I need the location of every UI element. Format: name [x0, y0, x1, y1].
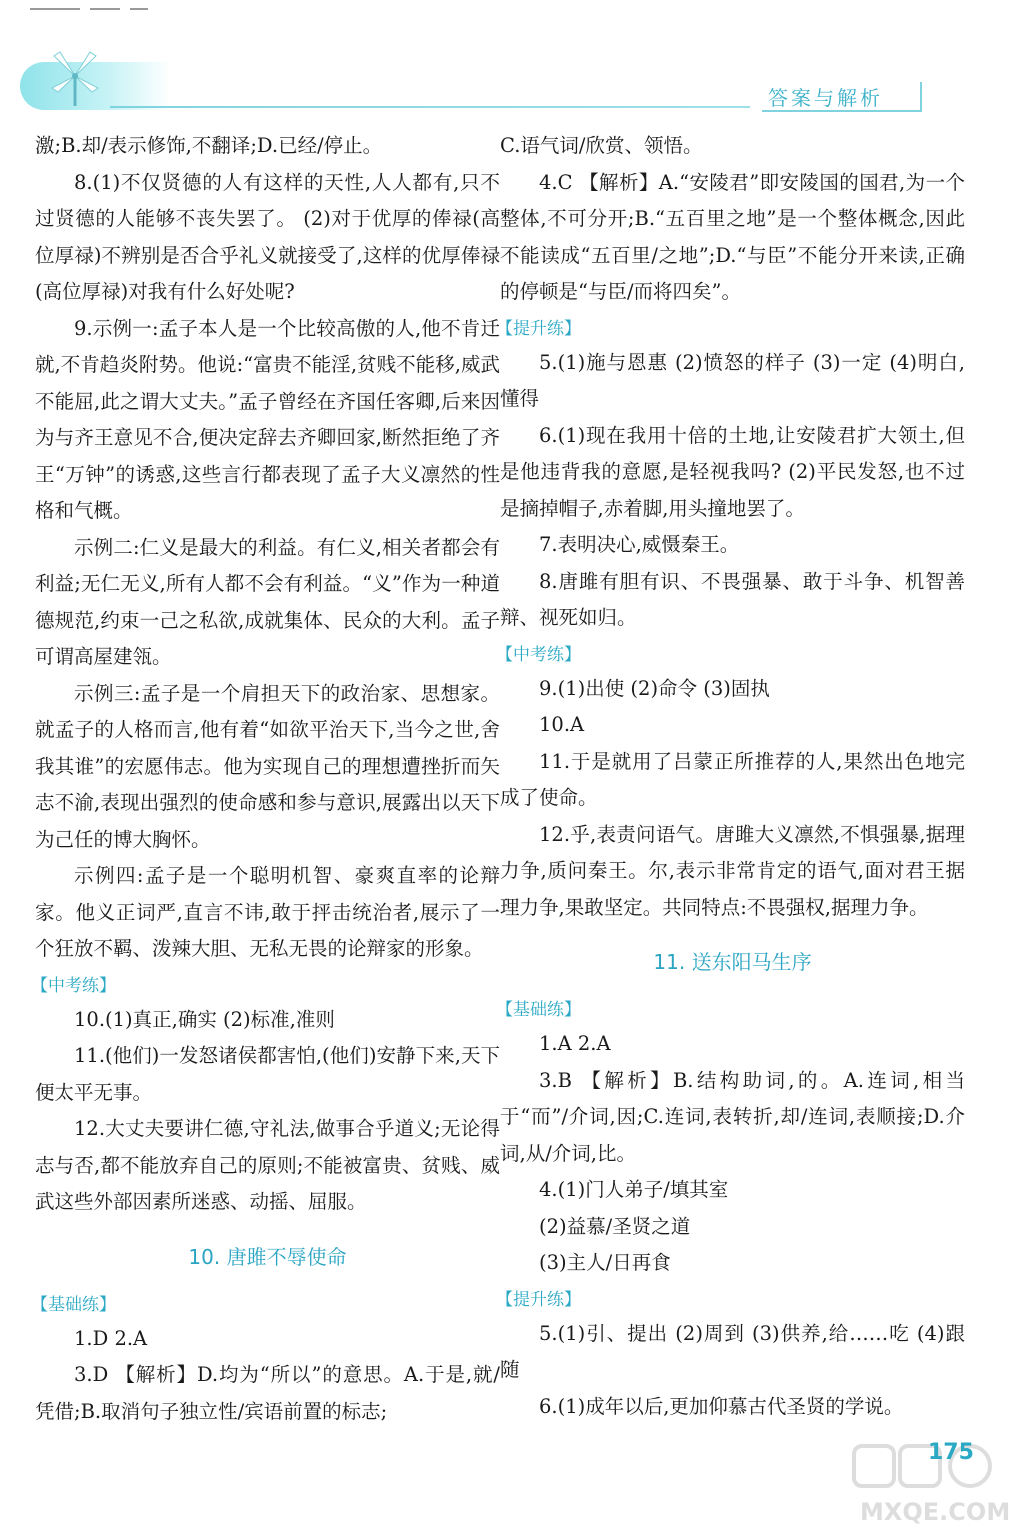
header-title: 答案与解析 — [762, 82, 922, 112]
paragraph: 7.表明决心,威慑秦王。 — [539, 533, 740, 556]
paragraph: 12.大丈夫要讲仁德,守礼法,做事合乎道义;无论得志与否,都不能放弃自己的原则;不能被富贵、贫贱、威武这些外部因素所迷惑、动摇、屈服。 — [35, 1117, 500, 1213]
paragraph: 9.示例一:孟子本人是一个比较高傲的人,他不肯迁就,不肯趋炎附势。他说:“富贵不能淫,贫贱不能移,威武不能屈,此之谓大丈夫。”孟子曾经在齐国任客卿,后来因为与齐王意见不合,便决定辞去齐卿回家,断然拒绝了齐王“万钟”的诱惑,这些言行都表现了孟子大义凛然的性格和气概。 — [35, 316, 500, 522]
paragraph: 8.(1)不仅贤德的人有这样的天性,人人都有,只不过贤德的人能够不丧失罢了。 (2)对于优厚的俸禄(高位厚禄)不辨别是否合乎礼义就接受了,这样的优厚俸禄(高位厚禄)对我有什么好处呢? — [35, 170, 500, 303]
paragraph: 示例三:孟子是一个肩担天下的政治家、思想家。就孟子的人格而言,他有着“如欲平治天下,当今之世,舍我其谁”的宏愿伟志。他为实现自己的理想遭挫折而矢志不渝,表现出强烈的使命感和参与意识,展露出以天下为己任的博大胸怀。 — [35, 681, 500, 851]
section-tag: 【提升练】 — [496, 1289, 581, 1310]
paragraph: 示例二:仁义是最大的利益。有仁义,相关者都会有利益;无仁无义,所有人都不会有利益。“义”作为一种道德规范,约束一己之私欲,成就集体、民众的大利。孟子可谓高屋建瓴。 — [35, 535, 500, 668]
header-rule — [110, 106, 750, 108]
right-column — [496, 128, 965, 1425]
paragraph: C.语气词/欣赏、领悟。 — [500, 134, 703, 157]
paragraph: 4.C 【解析】A.“安陵君”即安陵国的国君,为一个整体,不可分开;B.“五百里之地”是一个整体概念,因此不能读成“五百里/之地”;D.“与臣”不能分开来读,正确的停顿是“与臣/而将四矣”。 — [500, 170, 965, 303]
decorative-lines — [30, 8, 160, 14]
paragraph: 激;B.却/表示修饰,不翻译;D.已经/停止。 — [35, 134, 383, 157]
paragraph: 8.唐雎有胆有识、不畏强暴、敢于斗争、机智善辩、视死如归。 — [500, 569, 965, 629]
paragraph: 11.于是就用了吕蒙正所推荐的人,果然出色地完成了使命。 — [500, 749, 965, 809]
paragraph: 6.(1)成年以后,更加仰慕古代圣贤的学说。 — [539, 1394, 904, 1418]
section-heading: 10. 唐雎不辱使命 — [188, 1244, 347, 1269]
page-header — [0, 0, 1031, 120]
paragraph: 11.(他们)一发怒诸侯都害怕,(他们)安静下来,天下便太平无事。 — [35, 1044, 500, 1104]
paragraph: 10.A — [539, 713, 585, 736]
section-tag: 【中考练】 — [496, 644, 581, 665]
paragraph: 4.(1)门人弟子/填其室 — [539, 1178, 729, 1201]
paragraph: 10.(1)真正,确实 (2)标准,准则 — [74, 1007, 335, 1031]
section-tag: 【提升练】 — [496, 318, 581, 339]
paragraph: 6.(1)现在我用十倍的土地,让安陵君扩大领土,但是他违背我的意愿,是轻视我吗? (2)平民发怒,也不过是摘掉帽子,赤着脚,用头撞地罢了。 — [500, 423, 965, 520]
section-tag: 【基础练】 — [31, 1294, 116, 1315]
paragraph: 3.D 【解析】D.均为“所以”的意思。A.于是,就/凭借;B.取消句子独立性/宾语前置的标志; — [35, 1363, 500, 1423]
paragraph: (3)主人/日再食 — [539, 1251, 671, 1274]
svg-text:MXQE.COM: MXQE.COM — [860, 1498, 1011, 1526]
paragraph: 1.A 2.A — [539, 1032, 611, 1055]
paragraph: 1.D 2.A — [74, 1326, 148, 1350]
paragraph: 5.(1)引、提出 (2)周到 (3)供养,给……吃 (4)跟随 — [500, 1321, 965, 1381]
section-tag: 【基础练】 — [496, 1000, 581, 1020]
left-column — [31, 128, 500, 1430]
paragraph: 3.B 【解析】B.结构助词,的。A.连词,相当于“而”/介词,因;C.连词,表转折,却/连词,表顺接;D.介词,从/介词,比。 — [500, 1068, 965, 1165]
paragraph: 9.(1)出使 (2)命令 (3)固执 — [539, 676, 770, 700]
paragraph: 12.乎,表责问语气。唐雎大义凛然,不惧强暴,据理力争,质问秦王。尔,表示非常肯定的语气,面对君王据理力争,果敢坚定。共同特点:不畏强权,据理力争。 — [500, 822, 965, 919]
paragraph: (2)益慕/圣贤之道 — [539, 1214, 691, 1238]
page-number: 175 — [928, 1440, 974, 1465]
section-heading: 11. 送东阳马生序 — [653, 950, 812, 974]
paragraph: 5.(1)施与恩惠 (2)愤怒的样子 (3)一定 (4)明白,懂得 — [500, 350, 965, 410]
windmill-icon — [40, 48, 110, 108]
section-tag: 【中考练】 — [31, 975, 116, 996]
paragraph: 示例四:孟子是一个聪明机智、豪爽直率的论辩家。他义正词严,直言不讳,敢于抨击统治者,展示了一个狂放不羁、泼辣大胆、无私无畏的论辩家的形象。 — [35, 864, 500, 960]
